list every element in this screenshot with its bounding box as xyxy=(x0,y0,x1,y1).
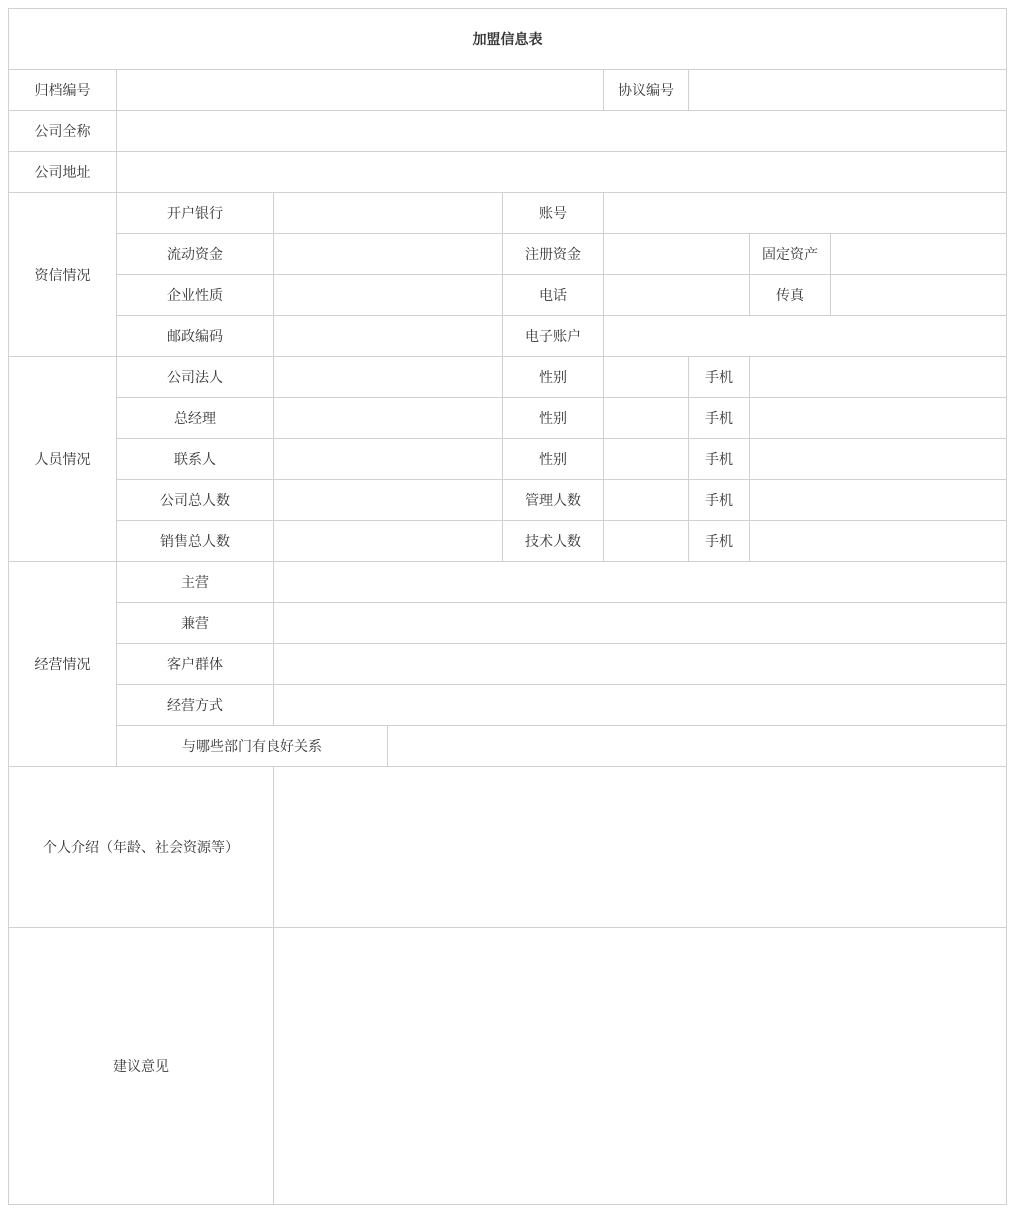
relations-label: 与哪些部门有良好关系 xyxy=(117,726,388,767)
gender-label: 性别 xyxy=(503,398,604,439)
account-label: 账号 xyxy=(503,193,604,234)
legal-rep-field[interactable] xyxy=(274,357,503,398)
customers-label: 客户群体 xyxy=(117,644,274,685)
postcode-field[interactable] xyxy=(274,316,503,357)
agreement-no-field[interactable] xyxy=(689,70,1007,111)
customers-field[interactable] xyxy=(274,644,1007,685)
mobile-label: 手机 xyxy=(689,398,750,439)
account-field[interactable] xyxy=(604,193,1007,234)
intro-label: 个人介绍（年龄、社会资源等） xyxy=(9,767,274,928)
mobile-label: 手机 xyxy=(689,439,750,480)
company-address-label: 公司地址 xyxy=(9,152,117,193)
gm-field[interactable] xyxy=(274,398,503,439)
form-title: 加盟信息表 xyxy=(9,9,1007,70)
total-staff-field[interactable] xyxy=(274,480,503,521)
business-section-label: 经营情况 xyxy=(9,562,117,767)
franchise-info-form xyxy=(8,8,1007,1205)
fixed-assets-field[interactable] xyxy=(831,234,1007,275)
gm-gender-field[interactable] xyxy=(604,398,689,439)
fixed-assets-label: 固定资产 xyxy=(750,234,831,275)
contact-field[interactable] xyxy=(274,439,503,480)
working-capital-field[interactable] xyxy=(274,234,503,275)
personnel-section-label: 人员情况 xyxy=(9,357,117,562)
tech-staff-label: 技术人数 xyxy=(503,521,604,562)
advice-field[interactable] xyxy=(274,928,1007,1205)
company-name-label: 公司全称 xyxy=(9,111,117,152)
main-business-label: 主营 xyxy=(117,562,274,603)
gm-label: 总经理 xyxy=(117,398,274,439)
contact-gender-field[interactable] xyxy=(604,439,689,480)
intro-field[interactable] xyxy=(274,767,1007,928)
company-name-field[interactable] xyxy=(117,111,1007,152)
company-address-field[interactable] xyxy=(117,152,1007,193)
legal-rep-label: 公司法人 xyxy=(117,357,274,398)
bank-label: 开户银行 xyxy=(117,193,274,234)
gender-label: 性别 xyxy=(503,439,604,480)
total-staff-mobile-field[interactable] xyxy=(750,480,1007,521)
relations-field[interactable] xyxy=(388,726,1007,767)
mgmt-staff-label: 管理人数 xyxy=(503,480,604,521)
email-field[interactable] xyxy=(604,316,1007,357)
sales-staff-mobile-field[interactable] xyxy=(750,521,1007,562)
contact-label: 联系人 xyxy=(117,439,274,480)
gm-mobile-field[interactable] xyxy=(750,398,1007,439)
mobile-label: 手机 xyxy=(689,521,750,562)
tech-staff-field[interactable] xyxy=(604,521,689,562)
total-staff-label: 公司总人数 xyxy=(117,480,274,521)
enterprise-type-field[interactable] xyxy=(274,275,503,316)
mobile-label: 手机 xyxy=(689,480,750,521)
business-mode-field[interactable] xyxy=(274,685,1007,726)
sales-staff-label: 销售总人数 xyxy=(117,521,274,562)
working-capital-label: 流动资金 xyxy=(117,234,274,275)
side-business-field[interactable] xyxy=(274,603,1007,644)
legal-rep-gender-field[interactable] xyxy=(604,357,689,398)
mobile-label: 手机 xyxy=(689,357,750,398)
registered-capital-field[interactable] xyxy=(604,234,750,275)
credit-section-label: 资信情况 xyxy=(9,193,117,357)
bank-field[interactable] xyxy=(274,193,503,234)
postcode-label: 邮政编码 xyxy=(117,316,274,357)
business-mode-label: 经营方式 xyxy=(117,685,274,726)
advice-label: 建议意见 xyxy=(9,928,274,1205)
fax-field[interactable] xyxy=(831,275,1007,316)
contact-mobile-field[interactable] xyxy=(750,439,1007,480)
legal-rep-mobile-field[interactable] xyxy=(750,357,1007,398)
email-label: 电子账户 xyxy=(503,316,604,357)
agreement-no-label: 协议编号 xyxy=(604,70,689,111)
phone-field[interactable] xyxy=(604,275,750,316)
phone-label: 电话 xyxy=(503,275,604,316)
registered-capital-label: 注册资金 xyxy=(503,234,604,275)
enterprise-type-label: 企业性质 xyxy=(117,275,274,316)
archive-no-field[interactable] xyxy=(117,70,604,111)
gender-label: 性别 xyxy=(503,357,604,398)
main-business-field[interactable] xyxy=(274,562,1007,603)
archive-no-label: 归档编号 xyxy=(9,70,117,111)
sales-staff-field[interactable] xyxy=(274,521,503,562)
fax-label: 传真 xyxy=(750,275,831,316)
mgmt-staff-field[interactable] xyxy=(604,480,689,521)
side-business-label: 兼营 xyxy=(117,603,274,644)
